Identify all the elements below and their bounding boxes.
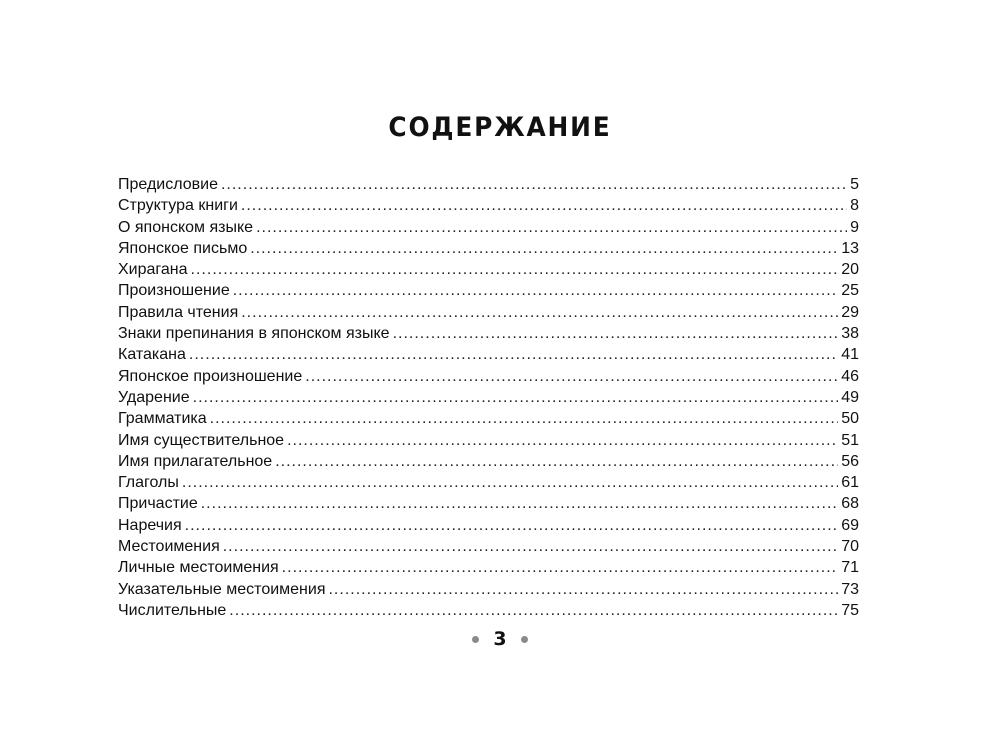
dot-leader <box>393 323 839 344</box>
toc-entry-label: Произношение <box>118 282 230 300</box>
toc-entry-page: 20 <box>841 261 859 279</box>
toc-entry[interactable] <box>118 280 859 301</box>
toc-entry-label: Знаки препинания в японском языке <box>118 325 390 343</box>
dot-leader <box>189 344 838 365</box>
toc-entry[interactable] <box>118 451 859 472</box>
toc-entry[interactable] <box>118 174 859 195</box>
dot-leader <box>282 557 839 578</box>
dot-leader <box>256 217 847 238</box>
dot-leader <box>250 238 838 259</box>
toc-entry-page: 38 <box>841 325 859 343</box>
dot-leader <box>193 387 839 408</box>
toc-entry-page: 5 <box>850 176 859 193</box>
toc-entry-label: Местоимения <box>118 538 220 556</box>
dot-leader <box>191 259 839 280</box>
dot-leader <box>241 195 847 216</box>
toc-entry[interactable] <box>118 217 859 238</box>
toc-entry-page: 25 <box>841 282 859 300</box>
toc-entry-label: Правила чтения <box>118 303 239 321</box>
bullet-dot-icon <box>521 636 528 643</box>
toc-entry[interactable] <box>118 344 859 365</box>
page-number: 3 <box>493 628 507 650</box>
toc-entry-page: 73 <box>841 580 859 598</box>
toc-entry-page: 51 <box>841 431 859 449</box>
toc-entry-page: 9 <box>850 218 859 236</box>
toc-entry-label: Имя прилагательное <box>118 452 273 470</box>
toc-entry-page: 61 <box>841 474 859 492</box>
toc-entry[interactable] <box>118 515 859 536</box>
toc-entry-label: Предисловие <box>118 176 218 193</box>
toc-entry-label: Личные местоимения <box>118 559 279 577</box>
toc-entry-label: Грамматика <box>118 410 207 428</box>
page-number-footer <box>0 628 1000 650</box>
toc-entry[interactable] <box>118 430 859 451</box>
toc-entry[interactable] <box>118 493 859 514</box>
toc-entry[interactable] <box>118 302 859 323</box>
toc-entry-label: Катакана <box>118 346 186 364</box>
toc-entry[interactable] <box>118 536 859 557</box>
dot-leader <box>233 280 838 301</box>
toc-entry[interactable] <box>118 557 859 578</box>
dot-leader <box>241 302 838 323</box>
toc-entry[interactable] <box>118 387 859 408</box>
toc-entry-label: Ударение <box>118 388 190 406</box>
dot-leader <box>229 600 838 621</box>
toc-entry-page: 49 <box>841 388 859 406</box>
toc-entry-label: Японское произношение <box>118 367 303 385</box>
toc-entry-page: 71 <box>841 559 859 577</box>
toc-entry-label: Указательные местоимения <box>118 580 326 598</box>
toc-entry[interactable] <box>118 579 859 600</box>
toc-entry-page: 41 <box>841 346 859 364</box>
toc-entry-page: 29 <box>841 303 859 321</box>
toc-entry-label: Причастие <box>118 495 198 513</box>
dot-leader <box>210 408 839 429</box>
dot-leader <box>275 451 838 472</box>
toc-entry-label: Структура книги <box>118 197 238 215</box>
toc-entry-page: 75 <box>841 601 859 619</box>
toc-entry-page: 50 <box>841 410 859 428</box>
table-of-contents <box>118 174 859 621</box>
toc-entry-page: 68 <box>841 495 859 513</box>
toc-entry-label: Наречия <box>118 516 182 534</box>
toc-entry-page: 8 <box>850 197 859 215</box>
toc-entry[interactable] <box>118 600 859 621</box>
dot-leader <box>185 515 839 536</box>
toc-entry[interactable] <box>118 408 859 429</box>
bullet-dot-icon <box>472 636 479 643</box>
toc-entry-label: Хирагана <box>118 261 188 279</box>
toc-entry[interactable] <box>118 472 859 493</box>
dot-leader <box>221 174 847 195</box>
toc-entry-label: Имя существительное <box>118 431 285 449</box>
toc-entry[interactable] <box>118 259 859 280</box>
toc-entry-label: Глаголы <box>118 474 179 492</box>
dot-leader <box>223 536 838 557</box>
dot-leader <box>287 430 838 451</box>
toc-entry[interactable] <box>118 195 859 216</box>
dot-leader <box>182 472 838 493</box>
toc-entry-page: 46 <box>841 367 859 385</box>
toc-entry-label: Числительные <box>118 601 227 619</box>
toc-entry[interactable] <box>118 238 859 259</box>
toc-entry-page: 69 <box>841 516 859 534</box>
toc-entry[interactable] <box>118 323 859 344</box>
dot-leader <box>201 493 838 514</box>
toc-entry-label: О японском языке <box>118 218 254 236</box>
page-title: СОДЕРЖАНИЕ <box>388 112 612 143</box>
toc-entry-label: Японское письмо <box>118 239 248 257</box>
dot-leader <box>328 579 838 600</box>
dot-leader <box>305 366 838 387</box>
toc-entry-page: 56 <box>841 452 859 470</box>
toc-entry-page: 13 <box>841 239 859 257</box>
toc-entry[interactable] <box>118 366 859 387</box>
toc-entry-page: 70 <box>841 538 859 556</box>
